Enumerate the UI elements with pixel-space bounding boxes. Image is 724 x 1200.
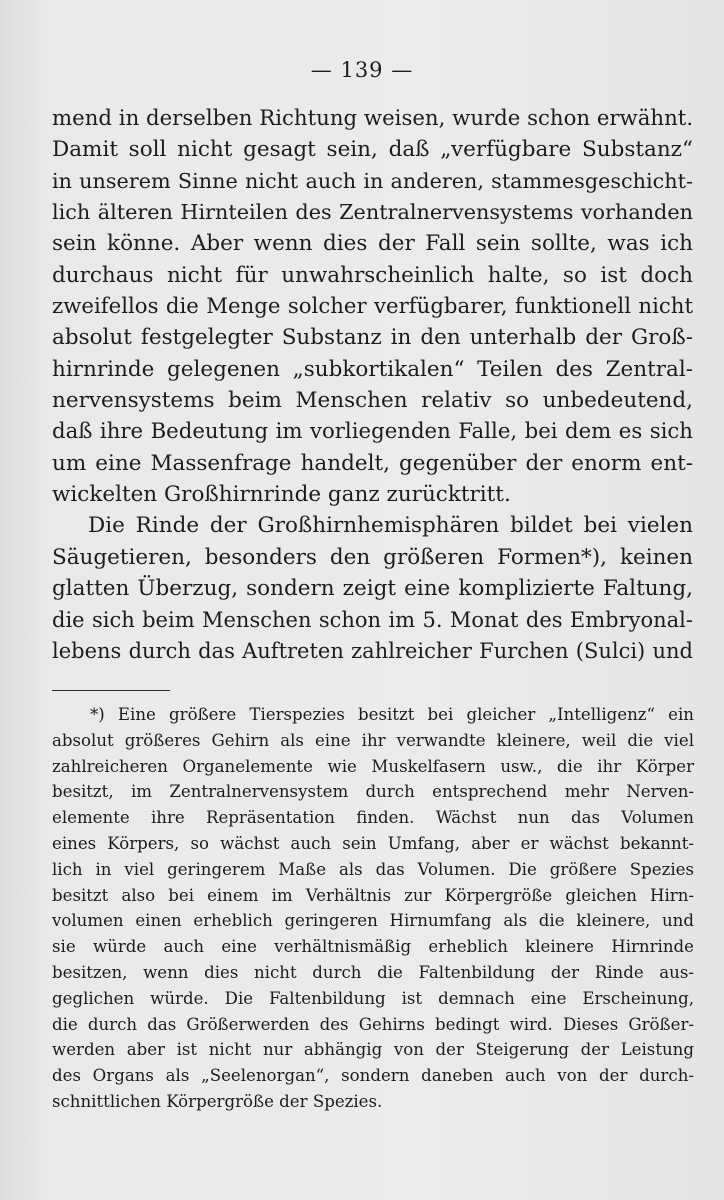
body-line: durchaus nicht für unwahrscheinlich halte, so ist doch — [52, 262, 693, 288]
footnote-line: volumen einen erheblich geringeren Hirnumfang als die kleinere, und — [52, 911, 694, 931]
body-line: wickelten Großhirnrinde ganz zurücktritt. — [52, 482, 511, 508]
body-line: daß ihre Bedeutung im vorliegenden Falle, bei dem es sich — [52, 419, 693, 445]
body-line: mend in derselben Richtung weisen, wurde schon erwähnt. — [52, 106, 694, 131]
footnote-line: die durch das Größerwerden des Gehirns bedingt wird. Dieses Größer- — [52, 1014, 694, 1034]
body-line: hirnrinde gelegenen „subkortikalen“ Teilen des Zentral- — [52, 356, 693, 382]
footnote-line: besitzt also bei einem im Verhältnis zur Körpergröße gleichen Hirn- — [52, 885, 694, 905]
body-line: Die Rinde der Großhirnhemisphären bildet bei vielen — [88, 513, 693, 539]
footnote-line: werden aber ist nicht nur abhängig von der Steigerung der Leistung — [52, 1040, 694, 1060]
body-line: glatten Überzug, sondern zeigt eine komplizierte Faltung, — [52, 576, 693, 602]
body-line: Säugetieren, besonders den größeren Formen*), keinen — [52, 544, 693, 570]
body-line: lebens durch das Auftreten zahlreicher Furchen (Sulci) und — [52, 638, 693, 663]
body-line: sein könne. Aber wenn dies der Fall sein sollte, was ich — [52, 231, 693, 257]
footnote-line: besitzen, wenn dies nicht durch die Faltenbildung der Rinde aus- — [52, 962, 694, 982]
body-text — [52, 103, 693, 667]
footnote-divider — [52, 690, 170, 691]
footnote-line: lich in viel geringerem Maße als das Volumen. Die größere Spezies — [52, 859, 694, 879]
body-line: um eine Massenfrage handelt, gegenüber der enorm ent- — [52, 450, 693, 476]
footnote — [52, 702, 694, 1115]
page-number: — 139 — — [310, 58, 414, 82]
footnote-line: schnittlichen Körpergröße der Spezies. — [52, 1091, 383, 1111]
footnote-line: geglichen würde. Die Faltenbildung ist demnach eine Erscheinung, — [52, 988, 694, 1008]
footnote-line: des Organs als „Seelenorgan“, sondern daneben auch von der durch- — [52, 1066, 694, 1086]
footnote-line: *) Eine größere Tierspezies besitzt bei gleicher „Intelligenz“ ein — [90, 705, 694, 724]
footnote-line: absolut größeres Gehirn als eine ihr verwandte kleinere, weil die viel — [52, 730, 694, 750]
body-line: in unserem Sinne nicht auch in anderen, stammesgeschicht- — [52, 168, 693, 193]
footnote-line: eines Körpers, so wächst auch sein Umfang, aber er wächst bekannt- — [52, 833, 694, 853]
body-line: Damit soll nicht gesagt sein, daß „verfügbare Substanz“ — [52, 137, 693, 163]
body-line: zweifellos die Menge solcher verfügbarer, funktionell nicht — [52, 294, 693, 320]
body-line: nervensystems beim Menschen relativ so unbedeutend, — [52, 388, 693, 414]
footnote-line: elemente ihre Repräsentation finden. Wächst nun das Volumen — [52, 808, 694, 828]
footnote-line: besitzt, im Zentralnervensystem durch entsprechend mehr Nerven- — [52, 782, 694, 802]
body-line: absolut festgelegter Substanz in den unterhalb der Groß- — [52, 325, 693, 351]
body-line: lich älteren Hirnteilen des Zentralnervensystems vorhanden — [52, 200, 693, 225]
footnote-line: zahlreicheren Organelemente wie Muskelfasern usw., die ihr Körper — [52, 756, 694, 776]
body-line: die sich beim Menschen schon im 5. Monat des Embryonal- — [52, 607, 693, 632]
footnote-line: sie würde auch eine verhältnismäßig erheblich kleinere Hirnrinde — [52, 937, 694, 957]
